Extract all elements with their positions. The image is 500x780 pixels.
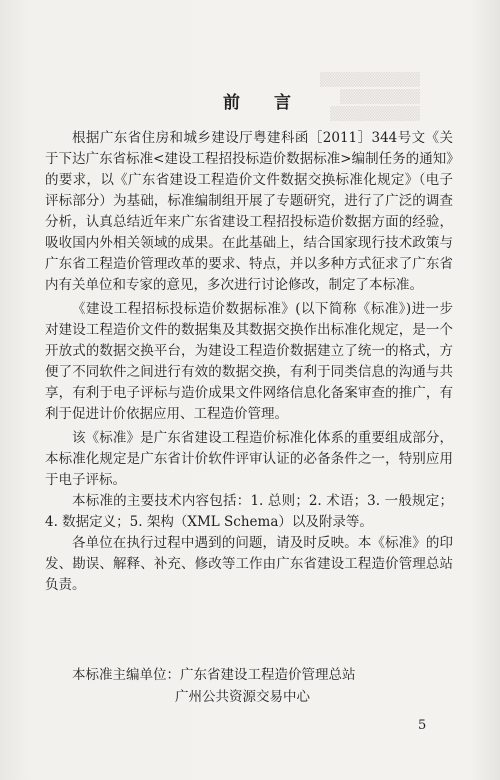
- paragraph: 根据广东省住房和城乡建设厅粤建科函［2011］344号文《关于下达广东省标准<建设工程招投标造价数据标准>编制任务的通知》的要求，以《广东省建设工程造价文件数据交换标准化规定》（电子评标部分）为基础，标准编制组开展了专题研究，进行了广泛的调查分析，认真总结近年来广东省建设工程招投标造价数据方面的经验，吸收国内外相关领域的成果。在此基础上，结合国家现行技术政策与广东省工程造价管理改革的要求、特点，并以多种方式征求了广东省内有关单位和专家的意见，多次进行讨论修改，制定了本标准。: [45, 130, 453, 293]
- chief-editor-block: [72, 664, 472, 708]
- paragraph: 本标准的主要技术内容包括：1. 总则；2. 术语；3. 一般规定；4. 数据定义；5. 架构（XML Schema）以及附录等。: [45, 493, 453, 530]
- paragraph: 该《标准》是广东省建设工程造价标准化体系的重要组成部分，本标准化规定是广东省计价软件评审认证的必备条件之一，特别应用于电子评标。: [45, 430, 453, 488]
- paragraph: 各单位在执行过程中遇到的问题，请及时反映。本《标准》的印发、勘误、解释、补充、修改等工作由广东省建设工程造价管理总站负责。: [45, 535, 453, 593]
- chief-editor-line: 本标准主编单位：广东省建设工程造价管理总站: [72, 667, 356, 683]
- co-editor-line: 广州公共资源交易中心: [175, 689, 310, 705]
- page-number: 5: [418, 718, 427, 733]
- paragraph: 《建设工程招标投标造价数据标准》(以下简称《标准》)进一步对建设工程造价文件的数据集及其数据交换作出标准化规定，是一个开放式的数据交换平台，为建设工程造价数据建立了统一的格式，方便了不同软件之间进行有效的数据交换，有利于同类信息的沟通与共享，有利于电子评标与造价成果文件网络信息化备案审查的推广，有利于促进计价依据应用、工程造价管理。: [45, 301, 453, 422]
- bleed-through-text: ▒▒▒▒▒▒▒▒▒▒ ▒▒▒▒▒▒▒▒ ▒▒▒▒▒▒▒▒▒: [320, 73, 420, 122]
- body-text: [45, 128, 453, 596]
- page-title: 前 言: [223, 93, 305, 113]
